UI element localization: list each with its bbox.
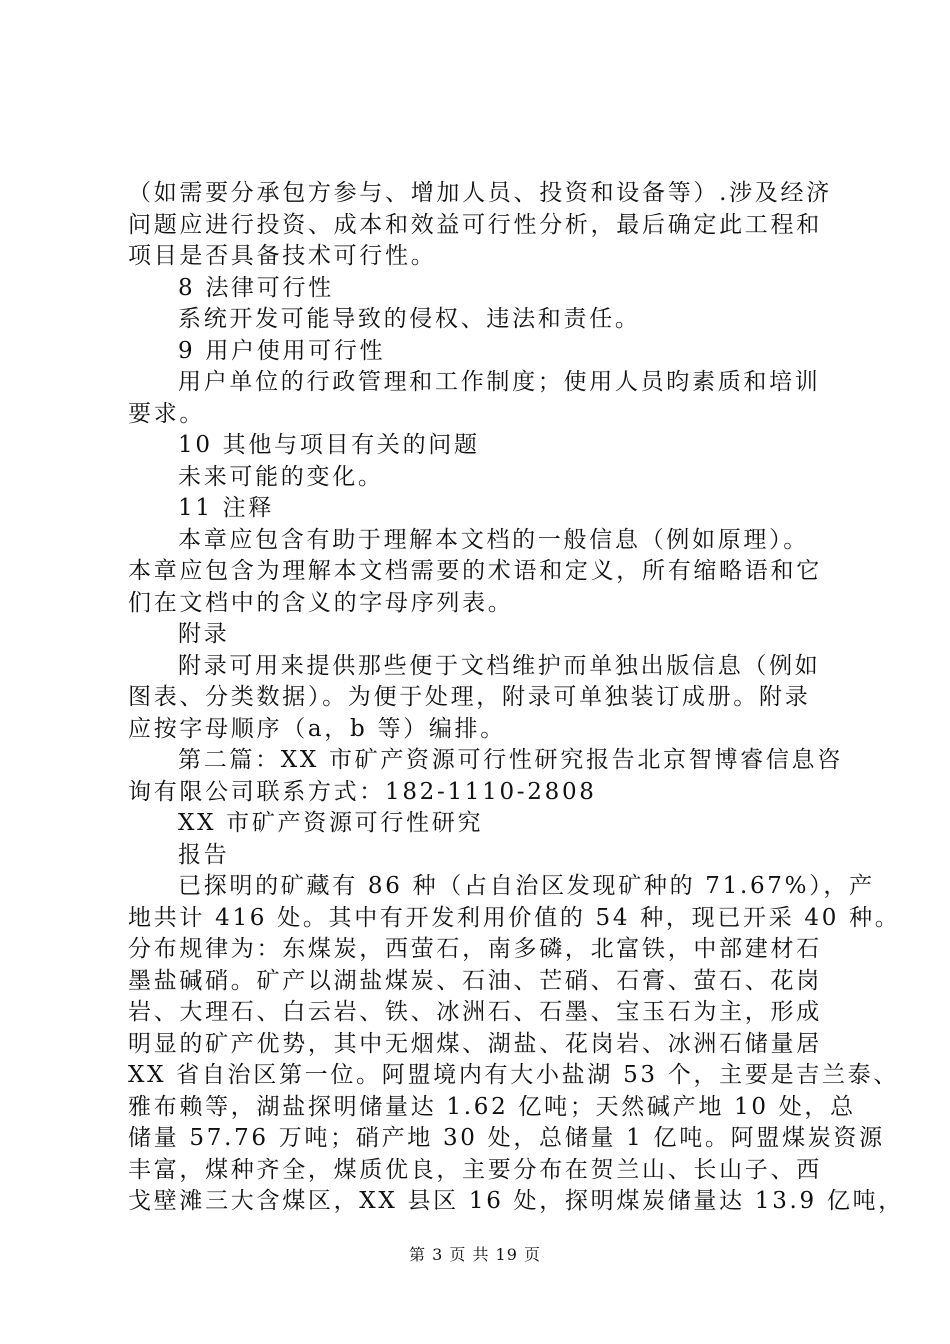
text-line: XX 省自治区第一位。阿盟境内有大小盐湖 53 个，主要是吉兰泰、 xyxy=(128,1062,900,1088)
text-line: 8 法律可行性 xyxy=(178,274,334,301)
text-line: 报告 xyxy=(178,841,230,868)
text-line: 墨盐碱硝。矿产以湖盐煤炭、石油、芒硝、石膏、萤石、花岗 xyxy=(128,967,822,994)
text-line: 附录 xyxy=(178,621,230,647)
text-line: 10 其他与项目有关的问题 xyxy=(178,432,480,458)
text-line: 11 注释 xyxy=(178,495,275,521)
text-line: 询有限公司联系方式：182-1110-2808 xyxy=(128,778,597,805)
text-line: XX 市矿产资源可行性研究 xyxy=(178,810,484,836)
text-line: 未来可能的变化。 xyxy=(178,463,384,490)
text-line: 附录可用来提供那些便于文档维护而单独出版信息（例如 xyxy=(178,652,821,679)
text-line: 本章应包含为理解本文档需要的术语和定义，所有缩略语和它 xyxy=(128,558,822,584)
page-number-label: 第 3 页 共 19 页 xyxy=(409,1245,541,1264)
text-line: 丰富，煤种齐全，煤质优良，主要分布在贺兰山、长山子、西 xyxy=(128,1156,822,1183)
text-line: 明显的矿产优势，其中无烟煤、湖盐、花岗岩、冰洲石储量居 xyxy=(128,1030,822,1057)
text-line: 第二篇：XX 市矿产资源可行性研究报告北京智博睿信息咨 xyxy=(178,747,843,773)
text-line: 本章应包含有助于理解本文档的一般信息（例如原理）。 xyxy=(178,526,809,553)
text-line: 问题应进行投资、成本和效益可行性分析，最后确定此工程和 xyxy=(128,211,822,238)
text-line: 图表、分类数据）。为便于处理，附录可单独装订成册。附录 xyxy=(128,684,811,710)
text-line: 分布规律为：东煤炭，西萤石，南多磷，北富铁，中部建材石 xyxy=(128,936,822,962)
text-line: 用户单位的行政管理和工作制度；使用人员昀素质和培训 xyxy=(178,369,821,395)
text-line: 雅布赖等，湖盐探明储量达 1.62 亿吨；天然碱产地 10 处，总 xyxy=(128,1093,856,1120)
text-line: 岩、大理石、白云岩、铁、冰洲石、石墨、宝玉石为主，形成 xyxy=(128,999,822,1025)
text-line: 戈壁滩三大含煤区，XX 县区 16 处，探明煤炭储量达 13.9 亿吨， xyxy=(128,1188,904,1214)
text-line: 地共计 416 处。其中有开发利用价值的 54 种，现已开采 40 种。 xyxy=(128,904,901,931)
text-line: 已探明的矿藏有 86 种（占自治区发现矿种的 71.67%），产 xyxy=(178,873,875,899)
text-line: 系统开发可能导致的侵权、违法和责任。 xyxy=(178,306,641,332)
text-line: 们在文档中的含义的字母序列表。 xyxy=(128,589,514,616)
text-line: （如需要分承包方参与、增加人员、投资和设备等）.涉及经济 xyxy=(128,180,832,206)
text-line: 项目是否具备技术可行性。 xyxy=(128,243,437,269)
text-line: 应按字母顺序（a，b 等）编排。 xyxy=(128,715,506,742)
page-footer xyxy=(0,1242,950,1265)
text-line: 9 用户使用可行性 xyxy=(178,337,386,364)
document-body xyxy=(128,178,904,1218)
text-line: 要求。 xyxy=(128,400,206,427)
text-line: 储量 57.76 万吨；硝产地 30 处，总储量 1 亿吨。阿盟煤炭资源 xyxy=(128,1125,885,1151)
